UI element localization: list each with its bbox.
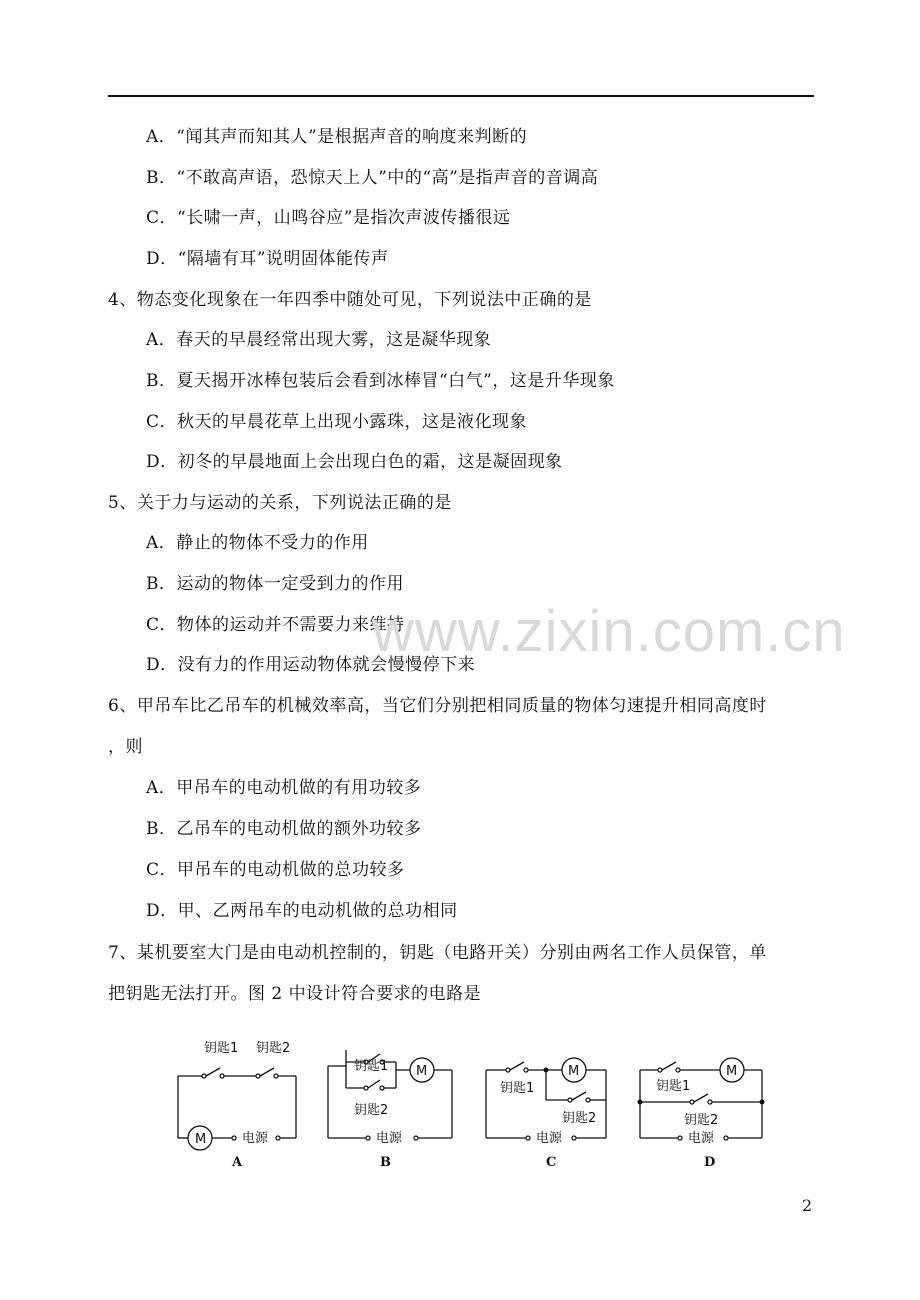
q4-option-b: B．夏天揭开冰棒包装后会看到冰棒冒“白气”，这是升华现象 bbox=[146, 371, 615, 391]
circuit-c-power-label: 电源 bbox=[536, 1131, 563, 1146]
q5-option-b: B．运动的物体一定受到力的作用 bbox=[146, 574, 404, 594]
q7-stem-line2: 把钥匙无法打开。图 2 中设计符合要求的电路是 bbox=[108, 984, 482, 1004]
circuit-a-motor-label: M bbox=[195, 1132, 207, 1147]
circuit-a-power-label: 电源 bbox=[242, 1131, 269, 1146]
circuit-c-label: C bbox=[546, 1155, 557, 1170]
q6-option-b: B．乙吊车的电动机做的额外功较多 bbox=[146, 819, 422, 839]
circuit-d-key2-label: 钥匙2 bbox=[684, 1113, 719, 1128]
circuit-d-key1-label: 钥匙1 bbox=[656, 1079, 691, 1094]
circuit-c-key2-label: 钥匙2 bbox=[562, 1111, 597, 1126]
circuit-d-label: D bbox=[704, 1155, 716, 1170]
q4-stem: 4、物态变化现象在一年四季中随处可见，下列说法中正确的是 bbox=[108, 290, 592, 310]
q4-option-c: C．秋天的早晨花草上出现小露珠，这是液化现象 bbox=[146, 412, 528, 432]
circuit-b bbox=[328, 1050, 452, 1140]
q3-option-b: B．“不敢高声语，恐惊天上人”中的“高”是指声音的音调高 bbox=[146, 168, 599, 188]
header-rule bbox=[108, 95, 814, 97]
q5-option-c: C．物体的运动并不需要力来维持 bbox=[146, 615, 405, 635]
q3-option-a: A．“闻其声而知其人”是根据声音的响度来判断的 bbox=[146, 127, 528, 147]
circuit-b-key2-label: 钥匙2 bbox=[354, 1103, 389, 1118]
q5-option-a: A．静止的物体不受力的作用 bbox=[146, 533, 369, 553]
q6-option-c: C．甲吊车的电动机做的总功较多 bbox=[146, 860, 405, 880]
circuit-b-power-label: 电源 bbox=[376, 1131, 403, 1146]
circuit-a-label: A bbox=[232, 1155, 243, 1170]
page-number: 2 bbox=[802, 1196, 813, 1215]
q6-option-a: A．甲吊车的电动机做的有用功较多 bbox=[146, 778, 422, 798]
circuit-b-key1-label: 钥匙1 bbox=[354, 1059, 389, 1074]
circuit-d-motor-label: M bbox=[726, 1064, 738, 1079]
circuit-c-key1-label: 钥匙1 bbox=[500, 1081, 535, 1096]
watermark: www.zixin.com.cn bbox=[372, 599, 846, 664]
circuit-b-label: B bbox=[380, 1155, 391, 1170]
circuit-diagrams bbox=[170, 1030, 790, 1175]
circuit-c-motor-label: M bbox=[568, 1064, 580, 1079]
q6-stem-line2: ，则 bbox=[108, 737, 143, 757]
q6-stem-line1: 6、甲吊车比乙吊车的机械效率高，当它们分别把相同质量的物体匀速提升相同高度时 bbox=[108, 696, 767, 716]
q4-option-a: A．春天的早晨经常出现大雾，这是凝华现象 bbox=[146, 330, 492, 350]
q5-stem: 5、关于力与运动的关系，下列说法正确的是 bbox=[108, 493, 452, 513]
q6-option-d: D．甲、乙两吊车的电动机做的总功相同 bbox=[146, 901, 458, 921]
q4-option-d: D．初冬的早晨地面上会出现白色的霜，这是凝固现象 bbox=[146, 452, 563, 472]
circuit-a-key1-label: 钥匙1 bbox=[204, 1041, 239, 1056]
q5-option-d: D．没有力的作用运动物体就会慢慢停下来 bbox=[146, 655, 476, 675]
circuit-b-motor-label: M bbox=[416, 1064, 428, 1079]
circuit-d-power-label: 电源 bbox=[688, 1131, 715, 1146]
q3-option-d: D．“隔墙有耳”说明固体能传声 bbox=[146, 249, 389, 269]
q7-stem-line1: 7、某机要室大门是由电动机控制的，钥匙（电路开关）分别由两名工作人员保管，单 bbox=[108, 943, 767, 963]
q3-option-c: C．“长啸一声，山鸣谷应”是指次声波传播很远 bbox=[146, 208, 511, 228]
circuit-a-key2-label: 钥匙2 bbox=[256, 1041, 291, 1056]
